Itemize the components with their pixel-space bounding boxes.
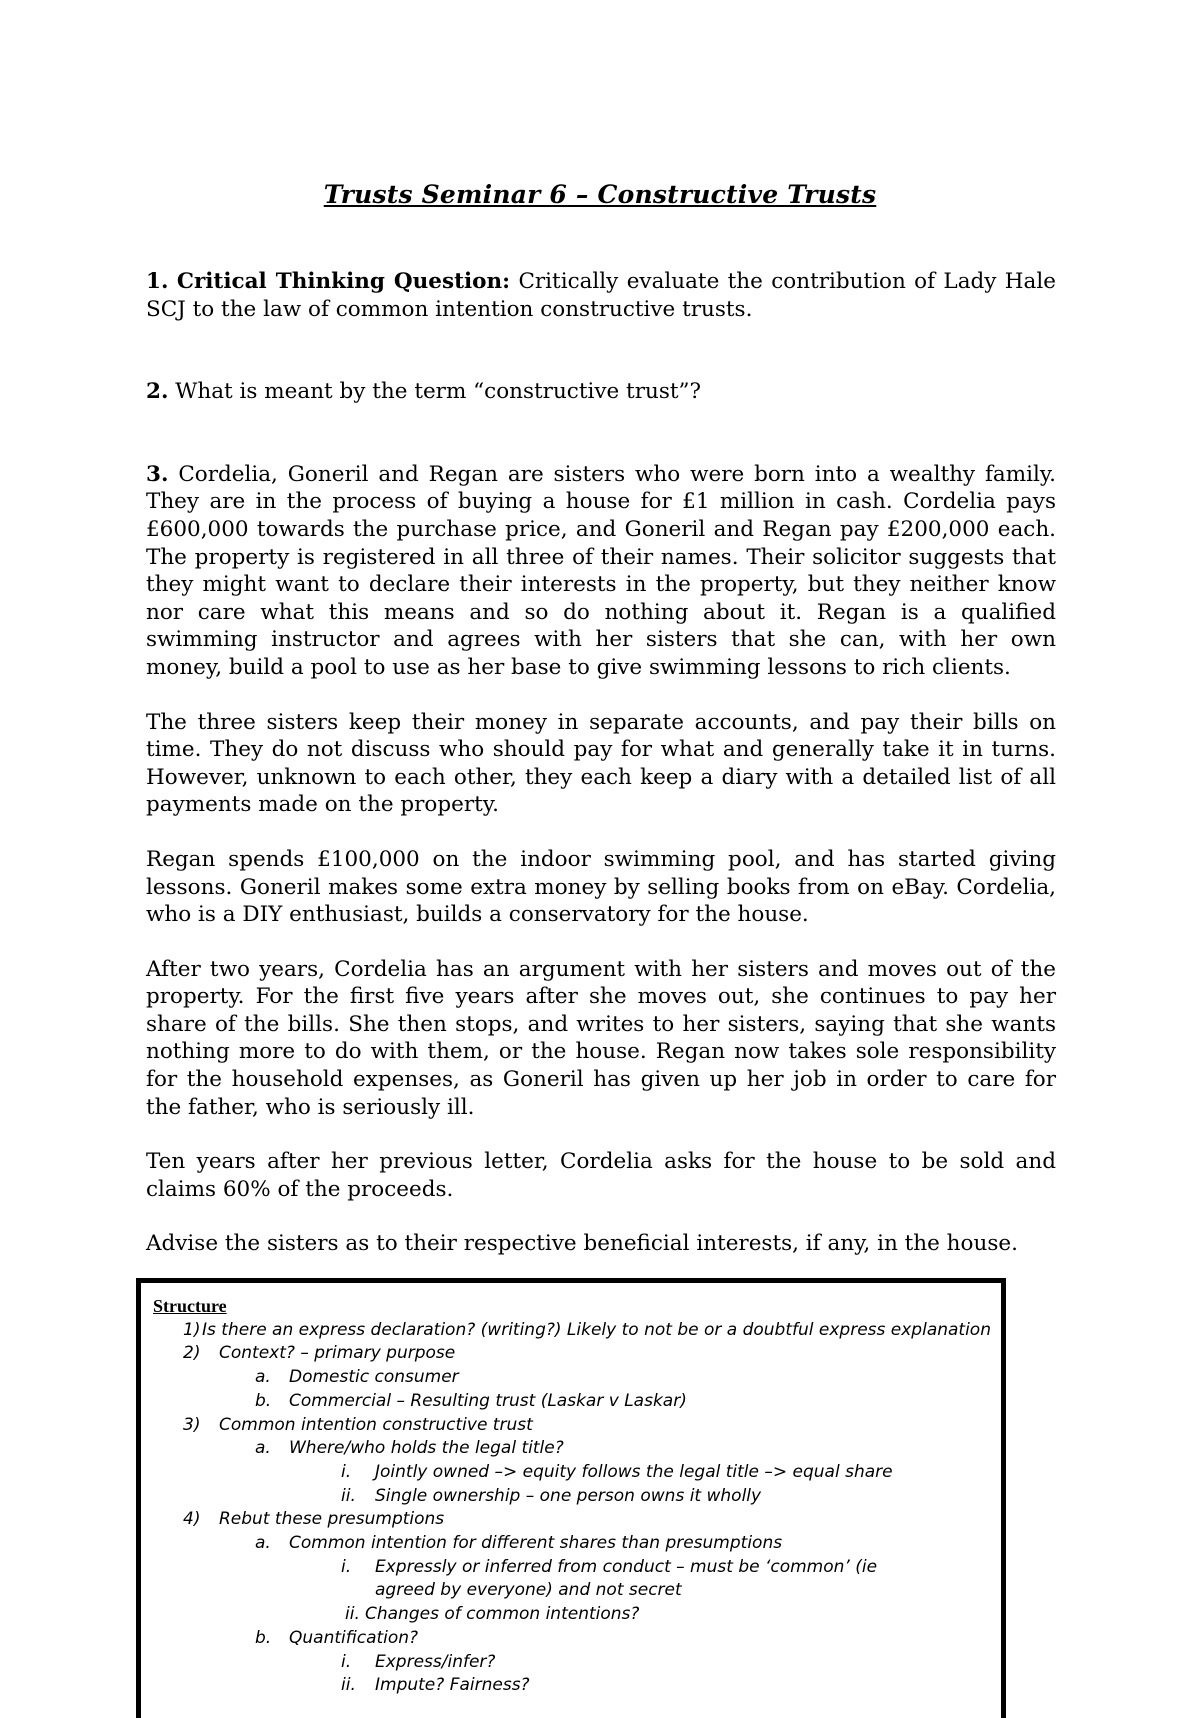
document-body — [146, 268, 1056, 1258]
structure-item — [153, 1627, 991, 1651]
structure-item — [153, 1414, 991, 1438]
question-2-text: What is meant by the term “constructive trust”? — [175, 379, 702, 405]
question-1-number: 1. — [146, 269, 169, 294]
structure-item-marker: 3) — [183, 1414, 201, 1435]
question-3-instruction: Advise the sisters as to their respective beneficial interests, if any, in the house. — [146, 1231, 1018, 1257]
question-3-paragraph-2: The three sisters keep their money in separate accounts, and pay their bills on time. They do not discuss who should pay for what and generally take it in turns. However, unknown to each other, they each keep a diary with a detailed list of all payments made on the property. — [146, 709, 1056, 818]
structure-item-text: Where/who holds the legal title? — [289, 1438, 564, 1459]
structure-item — [153, 1651, 991, 1675]
structure-item — [153, 1556, 991, 1603]
structure-heading: Structure — [153, 1296, 227, 1316]
structure-item-marker: i. — [341, 1461, 352, 1482]
structure-box — [136, 1278, 1006, 1718]
structure-item-marker: ii. — [341, 1675, 356, 1696]
question-3-paragraph-5: Ten years after her previous letter, Cordelia asks for the house to be sold and claims 60% of the proceeds. — [146, 1149, 1056, 1202]
question-3-paragraph-4: After two years, Cordelia has an argument with her sisters and moves out of the property. For the first five years after she moves out, she continues to pay her share of the bills. She then stops, and writes to her sisters, saying that she wants nothing more to do with them, or the house. Regan now takes sole responsibility for the household expenses, as Goneril has given up her job in order to care for the father, who is seriously ill. — [146, 956, 1056, 1120]
structure-item-text: Changes of common intentions? — [365, 1604, 640, 1625]
question-3-number: 3. — [146, 461, 169, 487]
structure-item-text: Domestic consumer — [289, 1367, 459, 1388]
question-1 — [146, 268, 1056, 323]
structure-item — [153, 1508, 991, 1532]
structure-item-marker: ii. — [341, 1485, 356, 1506]
structure-item-text: Impute? Fairness? — [375, 1675, 530, 1696]
structure-item-marker: 1) — [183, 1319, 201, 1340]
question-2 — [146, 378, 1056, 406]
structure-item-text: Single ownership – one person owns it wholly — [375, 1485, 762, 1506]
structure-item-marker: a. — [255, 1367, 271, 1388]
structure-item-text: Common intention constructive trust — [219, 1414, 533, 1435]
structure-item — [153, 1390, 991, 1414]
structure-item — [153, 1319, 991, 1343]
structure-item-marker: b. — [255, 1390, 272, 1411]
question-1-label: Critical Thinking Question: — [176, 269, 511, 294]
structure-item-marker: 4) — [183, 1509, 201, 1530]
structure-item — [153, 1342, 991, 1366]
structure-item — [153, 1485, 991, 1509]
structure-item — [153, 1366, 991, 1390]
structure-item-marker: 2) — [183, 1343, 201, 1364]
page-title: Trusts Seminar 6 – Constructive Trusts — [323, 180, 877, 209]
question-3-paragraph-1 — [146, 461, 1056, 682]
structure-item — [153, 1437, 991, 1461]
question-3-text: Cordelia, Goneril and Regan are sisters who were born into a wealthy family. They are in the process of buying a house for £1 million in cash. Cordelia pays £600,000 towards the purchase price, and Goneril and Regan pay £200,000 each. The property is registered in all three of their names. Their solicitor suggests that they might want to declare their interests in the property, but they neither know nor care what this means and so do nothing about it. Regan is a qualified swimming instructor and agrees with her sisters that she can, with her own money, build a pool to use as her base to give swimming lessons to rich clients. — [146, 461, 1056, 680]
structure-item-marker: i. — [341, 1556, 352, 1577]
structure-item-marker: ii. — [345, 1604, 360, 1625]
structure-item-text: Common intention for different shares than presumptions — [289, 1533, 783, 1554]
question-1-text: Critically evaluate the contribution of Lady Hale SCJ to the law of common intention constructive trusts. — [146, 269, 1056, 322]
structure-item — [153, 1674, 991, 1698]
structure-item-marker: i. — [341, 1651, 352, 1672]
structure-item-marker: a. — [255, 1533, 271, 1554]
structure-item-text: Expressly or inferred from conduct – must be ‘common’ (ie agreed by everyone) and not secret — [375, 1556, 878, 1601]
structure-item-text: Rebut these presumptions — [219, 1509, 445, 1530]
structure-item-text: Commercial – Resulting trust (Laskar v Laskar) — [289, 1390, 687, 1411]
structure-item — [153, 1532, 991, 1556]
structure-item — [153, 1603, 991, 1627]
structure-item-text: Quantification? — [289, 1627, 419, 1648]
structure-item-text: Jointly owned –> equity follows the legal title –> equal share — [375, 1461, 893, 1482]
structure-item-text: Context? – primary purpose — [219, 1343, 456, 1364]
question-2-number: 2. — [146, 379, 169, 405]
structure-item-marker: a. — [255, 1438, 271, 1459]
structure-item-text: Express/infer? — [375, 1651, 496, 1672]
structure-item-text: Is there an express declaration? (writing?) Likely to not be or a doubtful express explanation — [202, 1319, 991, 1340]
question-3-paragraph-3: Regan spends £100,000 on the indoor swimming pool, and has started giving lessons. Goneril makes some extra money by selling books from on eBay. Cordelia, who is a DIY enthusiast, builds a conservatory for the house. — [146, 846, 1056, 928]
structure-item — [153, 1461, 991, 1485]
structure-item-marker: b. — [255, 1627, 272, 1648]
